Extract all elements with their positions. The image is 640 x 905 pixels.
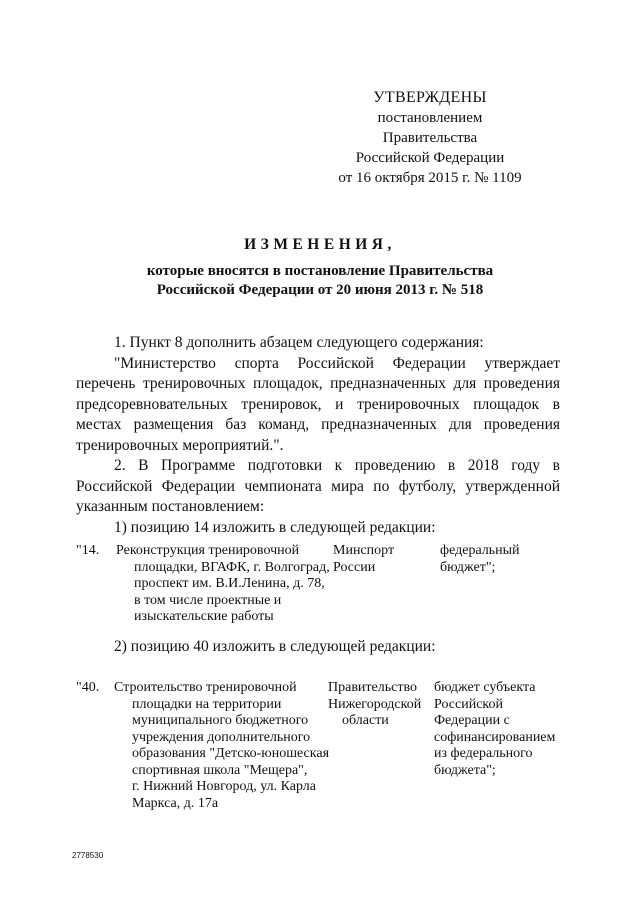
document-title: ИЗМЕНЕНИЯ, [244, 236, 396, 253]
row-40-agency [328, 680, 432, 730]
row-40-desc-line: учреждения дополнительного [132, 729, 311, 745]
row-14-funding-source [440, 543, 566, 576]
subtitle-line-1: которые вносятся в постановление Правительства [146, 263, 494, 279]
row-40-agency-line: Нижегородской [328, 696, 422, 712]
row-14-source-line: бюджет"; [440, 559, 496, 575]
approval-line-1: постановлением Правительства [377, 110, 483, 146]
row-40-funding-source [434, 680, 566, 779]
row-40-desc-line: муниципального бюджетного [132, 713, 309, 728]
row-14-agency-line: России [333, 559, 376, 575]
approval-block [330, 88, 530, 188]
row-14-description [116, 543, 336, 626]
approval-heading: УТВЕРЖДЕНЫ [373, 89, 487, 106]
row-14-desc-line: Реконструкция тренировочной [116, 543, 300, 558]
row-40-agency-line: области [342, 713, 389, 728]
paragraph-2: "Министерство спорта Российской Федерации утверждает перечень тренировочных площадок, предназначенных для проведения предсоревновательных тренировок, и тренировочных площадок в местах размещения баз команд, предназначенных для проведения тренировочных мероприятий.". [76, 354, 560, 454]
paragraph-4: 1) позицию 14 изложить в следующей редакции: [114, 518, 436, 536]
approval-line-3: от 16 октября 2015 г. № 1109 [338, 170, 522, 186]
row-40-description [114, 680, 330, 812]
paragraph-1: 1. Пункт 8 дополнить абзацем следующего содержания: [114, 334, 484, 351]
approval-line-2: Российской Федерации [355, 150, 505, 166]
row-40-desc-line: г. Нижний Новгород, ул. Карла [132, 779, 317, 794]
subtitle-line-2: Российской Федерации от 20 июня 2013 г. № 518 [156, 282, 484, 298]
row-40-desc-line: спортивная школа "Мещера", [132, 762, 308, 778]
paragraph-3: 2. В Программе подготовки к проведению в 2018 году в Российской Федерации чемпионата мира по футболу, утвержденной указанным постановлением: [76, 457, 560, 515]
row-40-source-line: бюджета"; [434, 762, 496, 778]
row-40-desc-line: образования "Детско-юношеская [132, 746, 330, 761]
row-14-agency [333, 543, 433, 576]
row-40-number: "40. [76, 680, 100, 695]
row-14-desc-line: площадки, ВГАФК, г. Волгоград, [134, 559, 330, 575]
body-text [76, 333, 560, 538]
row-14-number: "14. [76, 543, 100, 558]
table-row-40 [76, 680, 566, 820]
row-14-desc-line: проспект им. В.И.Ленина, д. 78, [134, 576, 325, 591]
row-40-source-line: из федерального [434, 746, 533, 761]
document-id: 2778530 [72, 851, 104, 860]
row-40-desc-line: Маркса, д. 17а [132, 795, 219, 811]
row-40-source-line: Российской [434, 696, 503, 712]
row-40-desc-line: Строительство тренировочной [114, 680, 297, 695]
document-subtitle [60, 262, 580, 300]
row-40-source-line: бюджет субъекта [434, 680, 536, 695]
row-40-desc-line: площадки на территории [132, 696, 282, 712]
row-14-desc-line: в том числе проектные и [134, 592, 282, 608]
row-40-agency-line: Правительство [328, 680, 417, 695]
row-14-agency-line: Минспорт [333, 543, 395, 558]
row-40-source-line: Федерации с [434, 713, 510, 728]
table-row-14 [76, 543, 566, 633]
row-14-source-line: федеральный [440, 543, 520, 558]
row-14-desc-line: изыскательские работы [134, 609, 274, 624]
row-40-source-line: софинансированием [434, 729, 556, 745]
item-2-label: 2) позицию 40 изложить в следующей редакции: [114, 638, 436, 655]
